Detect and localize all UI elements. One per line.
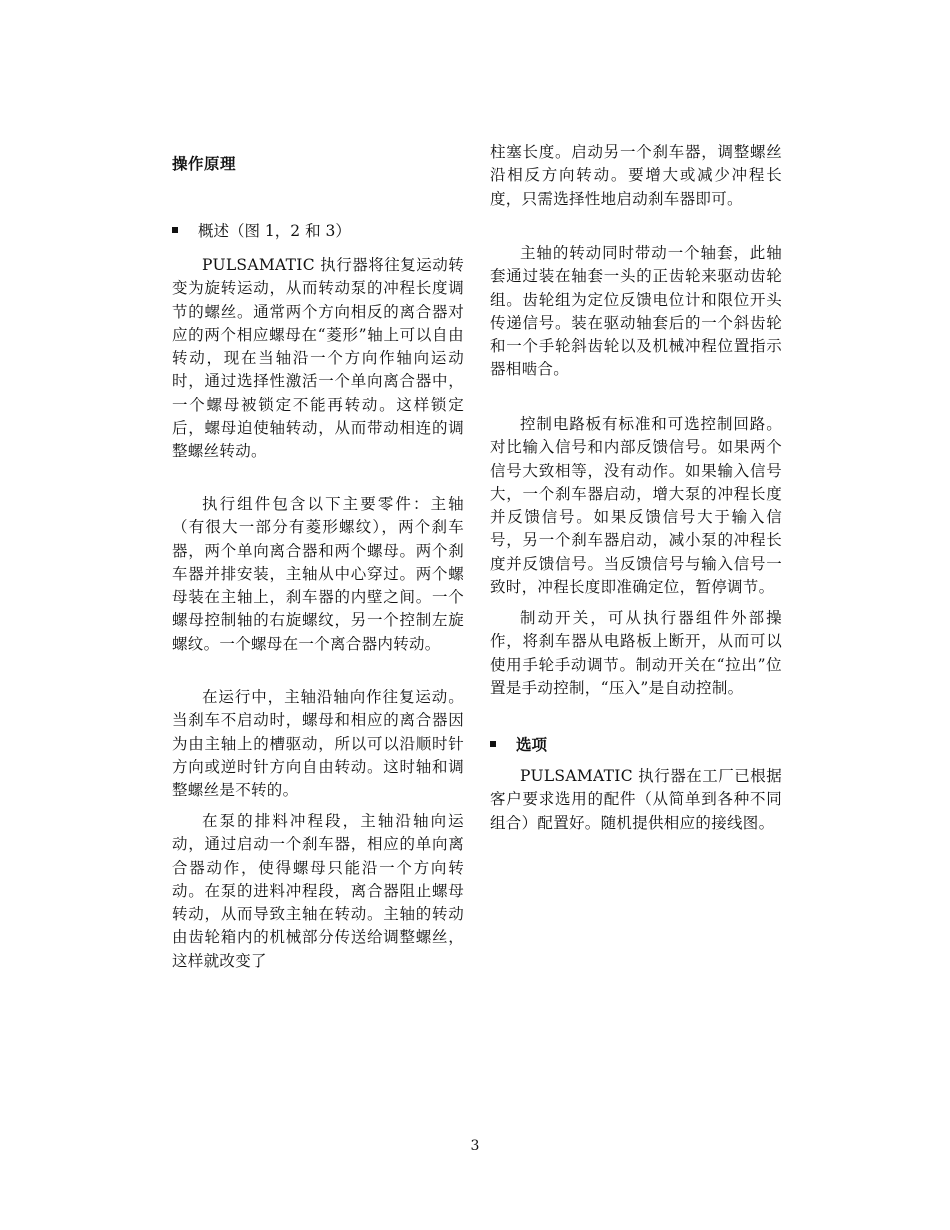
section-heading: 操作原理: [172, 155, 237, 173]
options-bullet: [490, 733, 547, 755]
paragraph-brake-switch: 制动开关，可从执行器组件外部操作，将刹车器从电路板上断开，从而可以使用手轮手动调节。制动开关在“拉出”位置是手动控制，“压入”是自动控制。: [490, 609, 782, 697]
paragraph-gear: 主轴的转动同时带动一个轴套，此轴套通过装在轴套一头的正齿轮来驱动齿轮组。齿轮组为定位反馈电位计和限位开头传递信号。装在驱动轴套后的一个斜齿轮和一个手轮斜齿轮以及机械冲程位置指示器相啮合。: [490, 244, 782, 379]
paragraph-components: 执行组件包含以下主要零件：主轴（有很大一部分有菱形螺纹），两个刹车器，两个单向离合器和两个螺母。两个刹车器并排安装，主轴从中心穿过。两个螺母装在主轴上，刹车器的内壁之间。一个螺母控制轴的右旋螺纹，另一个控制左旋螺纹。一个螺母在一个离合器内转动。: [172, 495, 464, 653]
square-bullet-icon: [172, 227, 178, 233]
paragraph-overview: PULSAMATIC 执行器将往复运动转变为旋转运动，从而转动泵的冲程长度调节的螺丝。通常两个方向相反的离合器对应的两个相应螺母在“菱形”轴上可以自由转动，现在当轴沿一个方向作轴向运动时，通过选择性激活一个单向离合器中，一个螺母被锁定不能再转动。这样锁定后，螺母迫使轴转动，从而带动相连的调整螺丝转动。: [172, 256, 464, 461]
page-number: 3: [470, 1138, 480, 1154]
overview-bullet: [172, 219, 351, 241]
overview-title: 概述（图 1，2 和 3）: [198, 222, 351, 240]
paragraph-control: 控制电路板有标准和可选控制回路。对比输入信号和内部反馈信号。如果两个信号大致相等，没有动作。如果输入信号大，一个刹车器启动，增大泵的冲程长度并反馈信号。如果反馈信号大于输入信号，另一个刹车器启动，减小泵的冲程长度并反馈信号。当反馈信号与输入信号一致时，冲程长度即准确定位，暂停调节。: [490, 415, 782, 597]
paragraph-options: PULSAMATIC 执行器在工厂已根据客户要求选用的配件（从简单到各种不同组合）配置好。随机提供相应的接线图。: [490, 767, 782, 832]
paragraph-stroke-continued: 柱塞长度。启动另一个刹车器，调整螺丝沿相反方向转动。要增大或减少冲程长度，只需选择性地启动刹车器即可。: [490, 143, 782, 208]
square-bullet-icon: [490, 741, 496, 747]
paragraph-operation: 在运行中，主轴沿轴向作往复运动。当刹车不启动时，螺母和相应的离合器因为由主轴上的槽驱动，所以可以沿顺时针方向或逆时针方向自由转动。这时轴和调整螺丝是不转的。: [172, 688, 464, 800]
paragraph-stroke: 在泵的排料冲程段，主轴沿轴向运动，通过启动一个刹车器，相应的单向离合器动作，使得螺母只能沿一个方向转动。在泵的进料冲程段，离合器阻止螺母转动，从而导致主轴在转动。主轴的转动由齿轮箱内的机械部分传送给调整螺丝，这样就改变了: [172, 812, 464, 970]
options-title: 选项: [516, 736, 548, 754]
